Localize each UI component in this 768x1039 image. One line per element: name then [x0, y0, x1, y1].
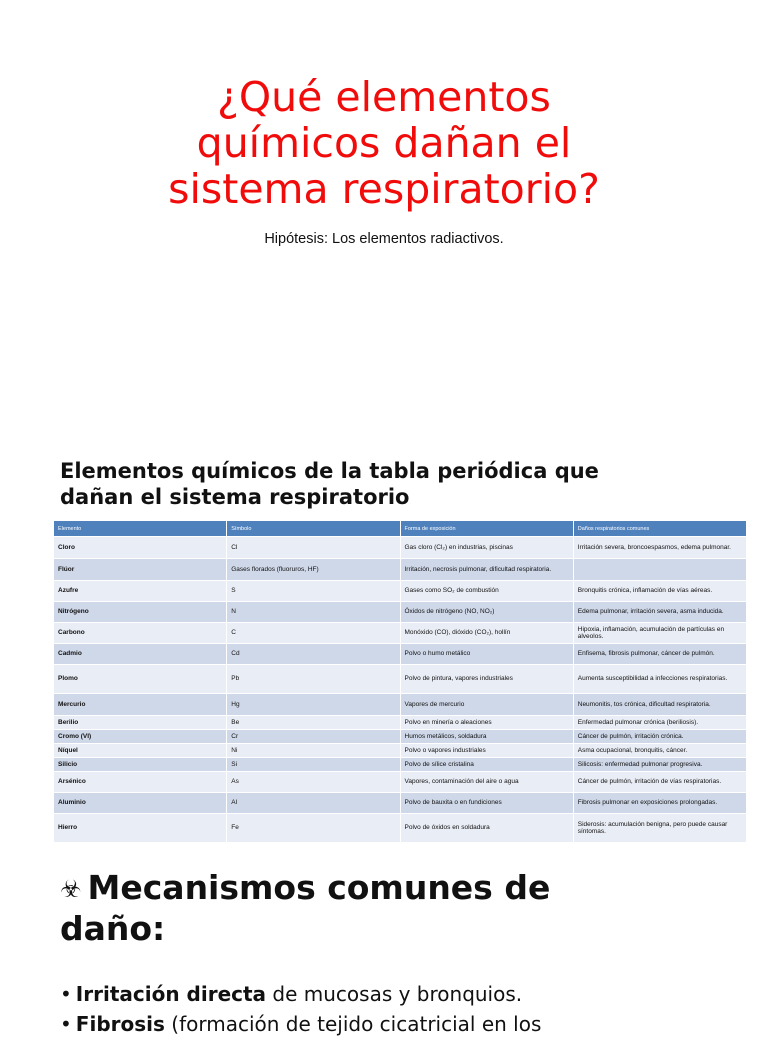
cell-exposure: Gas cloro (Cl₂) en industrias, piscinas	[401, 537, 574, 558]
table-header-row	[54, 521, 747, 536]
table-row	[54, 623, 747, 643]
cell-symbol: Al	[227, 793, 400, 813]
cell-symbol: Be	[227, 716, 400, 729]
cell-exposure: Polvo o humo metálico	[401, 644, 574, 664]
bullet-dot-icon: •	[60, 982, 72, 1006]
cell-element: Hierro	[54, 814, 227, 842]
cell-exposure: Vapores, contaminación del aire o agua	[401, 772, 574, 792]
mechanisms-title-line-1: Mecanismos comunes de	[87, 868, 551, 907]
cell-symbol: Ni	[227, 744, 400, 757]
cell-symbol: Cr	[227, 730, 400, 743]
mechanism-item	[60, 1009, 750, 1039]
mechanism-item-text: (formación de tejido cicatricial en los	[164, 1012, 542, 1036]
table-row	[54, 644, 747, 664]
table-section-title-line-1: Elementos químicos de la tabla periódica que	[60, 459, 599, 483]
cell-element: Níquel	[54, 744, 227, 757]
cell-element: Azufre	[54, 581, 227, 601]
main-title	[0, 74, 768, 212]
table-body	[54, 537, 747, 842]
table-row	[54, 744, 747, 757]
table-row	[54, 793, 747, 813]
biohazard-icon: ☣	[60, 875, 82, 903]
hypothesis-text: Hipótesis: Los elementos radiactivos.	[264, 231, 504, 247]
cell-element: Carbono	[54, 623, 227, 643]
mechanism-item-bold: Fibrosis	[75, 1012, 165, 1036]
cell-element: Mercurio	[54, 694, 227, 715]
main-title-line-3: sistema respiratorio?	[168, 165, 600, 213]
mechanism-item	[60, 979, 750, 1009]
cell-exposure: Humos metálicos, soldadura	[401, 730, 574, 743]
cell-element: Nitrógeno	[54, 602, 227, 622]
table-section-title	[60, 458, 740, 510]
cell-damage: Cáncer de pulmón, irritación crónica.	[574, 730, 747, 743]
cell-exposure: Vapores de mercurio	[401, 694, 574, 715]
table-row	[54, 581, 747, 601]
cell-damage: Enfisema, fibrosis pulmonar, cáncer de pulmón.	[574, 644, 747, 664]
cell-element: Aluminio	[54, 793, 227, 813]
cell-element: Cadmio	[54, 644, 227, 664]
header-element: Elemento	[54, 521, 227, 536]
cell-symbol: Cl	[227, 537, 400, 558]
table-row	[54, 716, 747, 729]
table-row	[54, 758, 747, 771]
cell-damage: Bronquitis crónica, inflamación de vías aéreas.	[574, 581, 747, 601]
cell-symbol: Cd	[227, 644, 400, 664]
cell-symbol: S	[227, 581, 400, 601]
cell-damage: Siderosis: acumulación benigna, pero puede causar síntomas.	[574, 814, 747, 842]
cell-exposure: Polvo de bauxita o en fundiciones	[401, 793, 574, 813]
cell-symbol: Si	[227, 758, 400, 771]
main-title-line-2: químicos dañan el	[196, 119, 572, 167]
mechanisms-title-line-2: daño:	[60, 909, 166, 948]
cell-element: Plomo	[54, 665, 227, 693]
cell-exposure: Polvo de pintura, vapores industriales	[401, 665, 574, 693]
header-damage: Daños respiratorios comunes	[574, 521, 747, 536]
bullet-dot-icon: •	[60, 1012, 72, 1036]
cell-exposure: Polvo de sílice cristalina	[401, 758, 574, 771]
elements-table	[54, 520, 747, 843]
cell-damage: Silicosis: enfermedad pulmonar progresiva.	[574, 758, 747, 771]
header-symbol: Símbolo	[227, 521, 400, 536]
cell-damage: Cáncer de pulmón, irritación de vías respiratorias.	[574, 772, 747, 792]
table-section-title-line-2: dañan el sistema respiratorio	[60, 485, 410, 509]
cell-symbol: As	[227, 772, 400, 792]
cell-symbol: Fe	[227, 814, 400, 842]
cell-exposure: Irritación, necrosis pulmonar, dificultad respiratoria.	[401, 559, 574, 580]
cell-exposure: Polvo de óxidos en soldadura	[401, 814, 574, 842]
cell-damage: Irritación severa, broncoespasmos, edema pulmonar.	[574, 537, 747, 558]
cell-damage: Fibrosis pulmonar en exposiciones prolongadas.	[574, 793, 747, 813]
cell-element: Arsénico	[54, 772, 227, 792]
cell-damage: Aumenta susceptibilidad a infecciones respiratorias.	[574, 665, 747, 693]
cell-damage: Asma ocupacional, bronquitis, cáncer.	[574, 744, 747, 757]
cell-damage: Neumonitis, tos crónica, dificultad respiratoria.	[574, 694, 747, 715]
cell-symbol: Gases florados (fluoruros, HF)	[227, 559, 400, 580]
cell-damage: Edema pulmonar, irritación severa, asma inducida.	[574, 602, 747, 622]
table-row	[54, 537, 747, 558]
main-title-line-1: ¿Qué elementos	[217, 73, 551, 121]
mechanism-item-text: de mucosas y bronquios.	[266, 982, 523, 1006]
table-row	[54, 559, 747, 580]
cell-exposure: Polvo o vapores industriales	[401, 744, 574, 757]
cell-element: Cromo (VI)	[54, 730, 227, 743]
mechanisms-title	[60, 868, 740, 949]
mechanism-item-bold: Irritación directa	[75, 982, 267, 1006]
table-row	[54, 602, 747, 622]
cell-element: Cloro	[54, 537, 227, 558]
cell-symbol: N	[227, 602, 400, 622]
cell-symbol: Hg	[227, 694, 400, 715]
cell-damage: Enfermedad pulmonar crónica (beriliosis).	[574, 716, 747, 729]
table-row	[54, 814, 747, 842]
cell-symbol: Pb	[227, 665, 400, 693]
cell-element: Berilio	[54, 716, 227, 729]
table-row	[54, 665, 747, 693]
table-row	[54, 772, 747, 792]
table-row	[54, 730, 747, 743]
cell-exposure: Polvo en minería o aleaciones	[401, 716, 574, 729]
header-exposure: Forma de exposición	[401, 521, 574, 536]
cell-damage: Hipoxia, inflamación, acumulación de partículas en alveolos.	[574, 623, 747, 643]
cell-element: Silicio	[54, 758, 227, 771]
cell-symbol: C	[227, 623, 400, 643]
cell-exposure: Óxidos de nitrógeno (NO, NO₂)	[401, 602, 574, 622]
cell-damage	[574, 559, 747, 580]
cell-exposure: Gases como SO₂ de combustión	[401, 581, 574, 601]
table-row	[54, 694, 747, 715]
cell-exposure: Monóxido (CO), dióxido (CO₂), hollín	[401, 623, 574, 643]
cell-element: Flúor	[54, 559, 227, 580]
mechanisms-list	[60, 979, 750, 1039]
